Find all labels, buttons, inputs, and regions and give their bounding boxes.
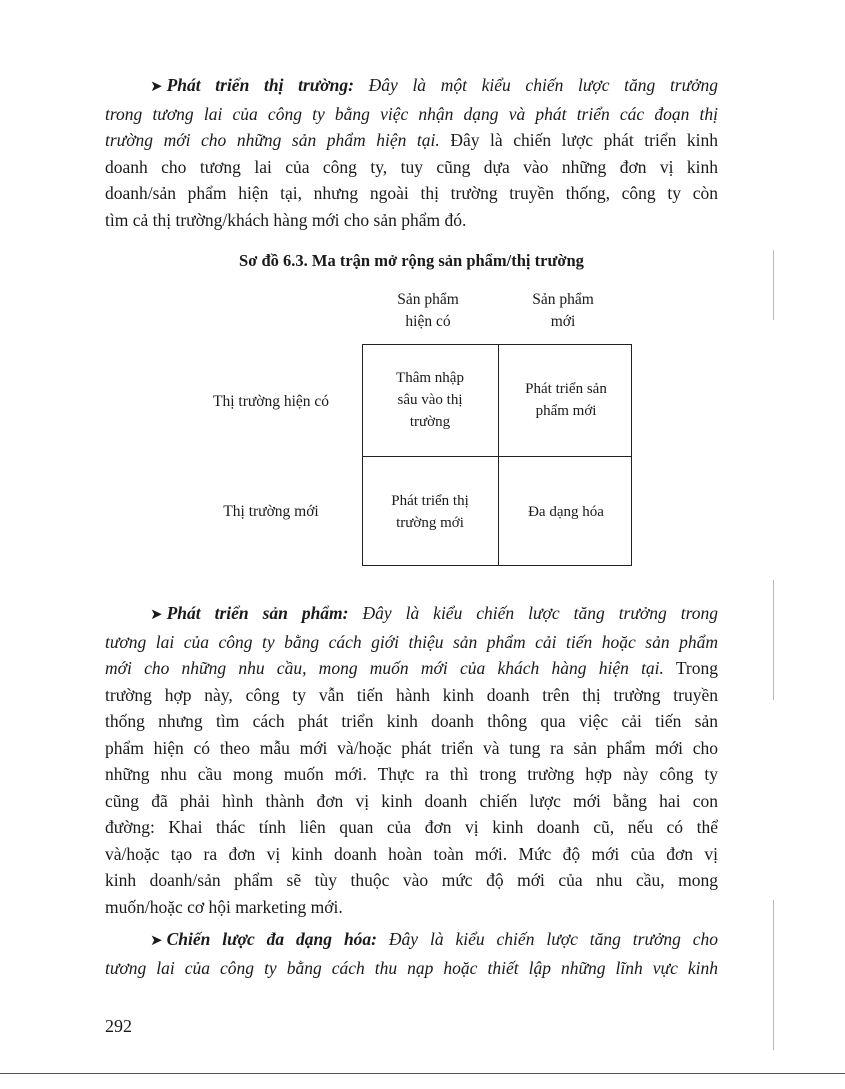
column-header-new-product: Sản phẩm mới: [532, 291, 594, 330]
text-line: muốn/hoặc cơ hội marketing mới.: [105, 896, 343, 917]
text-line: những nhu cầu mong muốn mới. Thực ra thì trong trường hợp này công ty: [105, 764, 718, 784]
text-line: doanh cho tương lai của công ty, tuy cũng dựa vào những đơn vị kinh: [105, 156, 718, 177]
text-line: doanh/sản phẩm hiện tại, nhưng ngoài thị trường truyền thống, công ty còn: [105, 183, 718, 203]
column-header-existing-product: Sản phẩm hiện có: [397, 291, 459, 330]
arrow-bullet-icon: ➤: [150, 79, 163, 95]
arrow-bullet-icon: ➤: [150, 933, 163, 949]
paragraph-product-development: [105, 600, 718, 920]
text-line: tương lai của công ty bằng cách thu nạp hoặc thiết lập những lĩnh vực kinh: [105, 957, 718, 978]
page-bottom-edge: [0, 1073, 845, 1074]
text-line: tương lai của công ty bằng cách giới thiệu sản phẩm cải tiến hoặc sản phẩm: [105, 631, 718, 652]
text-line: trong tương lai của công ty bằng việc nhận dạng và phát triển các đoạn thị: [105, 103, 718, 124]
cell-diversification: Đa dạng hóa: [528, 504, 604, 520]
row-label-new-market: Thị trường mới: [223, 503, 319, 520]
section-heading: Chiến lược đa dạng hóa:: [166, 929, 378, 949]
text-line: và/hoặc tạo ra đơn vị kinh doanh hoàn toàn mới. Mức độ mới của đơn vị: [105, 843, 718, 864]
paragraph-market-development: [105, 72, 718, 233]
arrow-bullet-icon: ➤: [150, 607, 163, 623]
scan-edge-mark: [773, 250, 774, 320]
text-line: tìm cả thị trường/khách hàng mới cho sản phẩm đó.: [105, 209, 467, 230]
text-line: kinh doanh/sản phẩm sẽ tùy thuộc vào mức độ mới của nhu cầu, mong: [105, 870, 718, 890]
diagram-title: Sơ đồ 6.3. Ma trận mở rộng sản phẩm/thị trường: [239, 251, 584, 270]
text-line: thống nhưng tìm cách phát triển kinh doanh thông qua việc cải tiến sản: [105, 711, 718, 731]
product-market-matrix: [362, 344, 632, 566]
text-line: trường mới cho những sản phẩm hiện tại. Đây là chiến lược phát triển kinh: [105, 130, 719, 150]
section-heading: Phát triển sản phẩm:: [166, 603, 349, 623]
cell-market-development: Phát triển thị trường mới: [391, 493, 469, 531]
text-line: đường: Khai thác tính liên quan của đơn vị kinh doanh cũ, nếu có thể: [105, 817, 718, 837]
scan-edge-mark: [773, 900, 774, 1050]
text-line: cũng đã phải hình thành đơn vị kinh doanh chiến lược mới bằng hai con: [105, 790, 718, 811]
section-heading: Phát triển thị trường:: [166, 75, 354, 95]
text-line: ➤ Chiến lược đa dạng hóa: Đây là kiểu chiến lược tăng trưởng cho: [150, 929, 718, 949]
paragraph-diversification: [105, 926, 718, 981]
page-number: 292: [105, 1016, 132, 1036]
text-line: mới cho những nhu cầu, mong muốn mới của khách hàng hiện tại. Trong: [105, 658, 718, 678]
text-line: ➤ Phát triển sản phẩm: Đây là kiểu chiến lược tăng trưởng trong: [150, 603, 718, 623]
scan-edge-mark: [773, 580, 774, 700]
row-label-existing-market: Thị trường hiện có: [212, 393, 330, 410]
text-line: ➤ Phát triển thị trường: Đây là một kiểu chiến lược tăng trưởng: [150, 75, 719, 95]
cell-product-development: Phát triển sản phẩm mới: [525, 381, 607, 419]
cell-market-penetration: Thâm nhập sâu vào thị trường: [396, 370, 464, 430]
text-line: trường hợp này, công ty vẫn tiến hành kinh doanh trên thị trường truyền: [105, 684, 718, 705]
text-line: phẩm hiện có theo mẫu mới và/hoặc phát triển và tung ra sản phẩm mới cho: [105, 737, 718, 758]
